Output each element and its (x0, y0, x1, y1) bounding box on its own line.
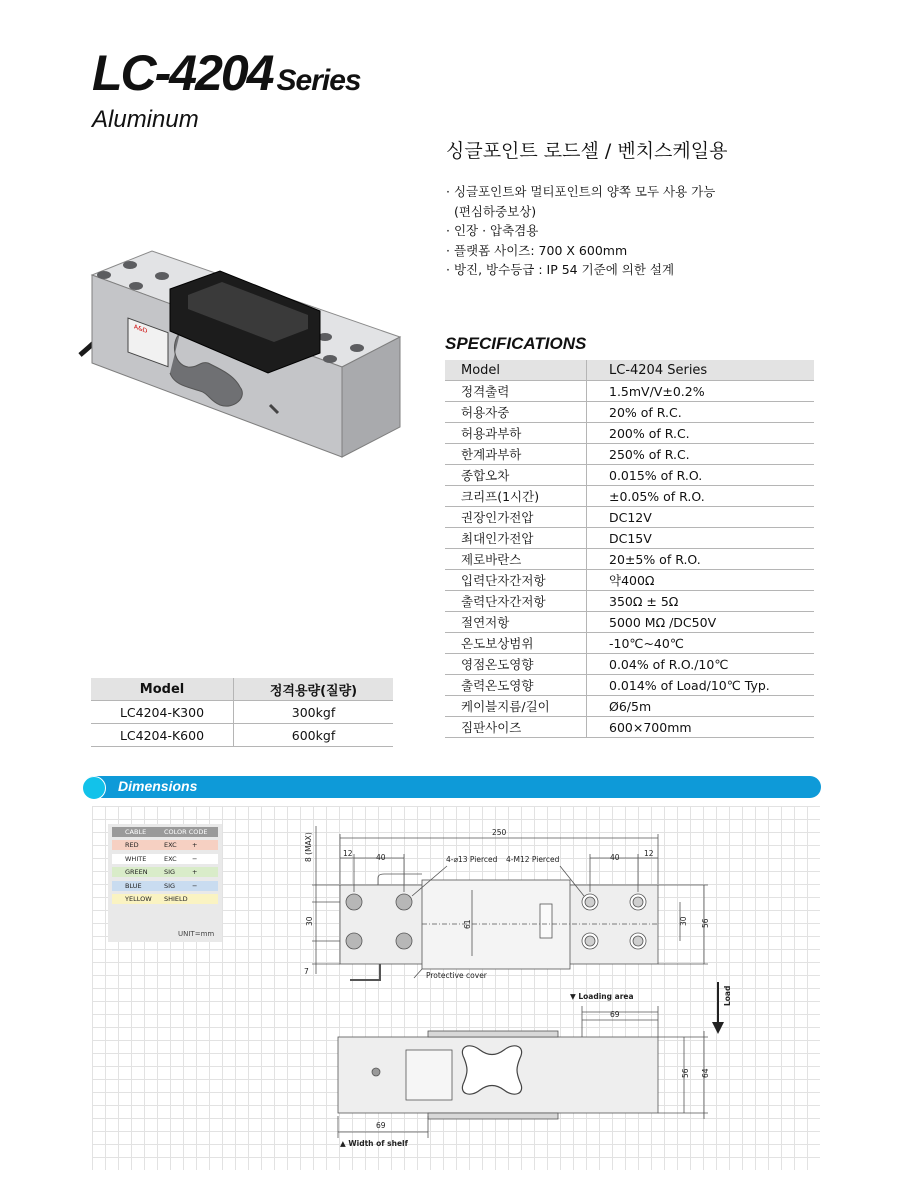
spec-value: 250% of R.C. (587, 444, 815, 465)
spec-row (445, 633, 814, 654)
mount-hole-icon (346, 894, 362, 910)
spec-value: ±0.05% of R.O. (587, 486, 815, 507)
cable-signal: EXC (164, 841, 177, 849)
dim-30-right: 30 (679, 916, 688, 926)
spec-header-key: Model (445, 360, 587, 381)
spec-value: 0.014% of Load/10℃ Typ. (587, 675, 815, 696)
spec-key: 온도보상범위 (445, 633, 587, 654)
spec-row (445, 381, 814, 402)
cable-sign: + (192, 868, 198, 876)
protective-cover-label: Protective cover (426, 971, 487, 980)
spec-row (445, 444, 814, 465)
spec-header-value: LC-4204 Series (587, 360, 815, 381)
dim-69-top: 69 (610, 1010, 620, 1019)
product-headline: 싱글포인트 로드셀 / 벤치스케일용 (446, 140, 728, 162)
dim-40-right: 40 (610, 853, 620, 862)
dim-12-left: 12 (343, 849, 353, 858)
model-capacity-table (91, 678, 393, 747)
spec-key: 출력단자간저항 (445, 591, 587, 612)
spec-key: 출력온도영향 (445, 675, 587, 696)
product-photo (70, 245, 410, 460)
spec-row (445, 696, 814, 717)
spec-row (445, 486, 814, 507)
spec-row (445, 549, 814, 570)
spec-key: 권장인가전압 (445, 507, 587, 528)
model-header: Model (91, 678, 234, 701)
spec-row (445, 675, 814, 696)
spec-key: 최대인가전압 (445, 528, 587, 549)
feature-list (446, 182, 715, 280)
cable-header-label: CABLE (125, 828, 147, 836)
spec-value: 350Ω ± 5Ω (587, 591, 815, 612)
spec-key: 허용자중 (445, 402, 587, 423)
feature-item: · 방진, 방수등급 : IP 54 기준에 의한 설계 (446, 262, 675, 277)
spec-value: 0.04% of R.O./10℃ (587, 654, 815, 675)
dim-max-height: 8 (MAX) (304, 832, 313, 862)
spec-value: DC15V (587, 528, 815, 549)
model-cell: LC4204-K300 (91, 701, 234, 724)
dim-total-length: 250 (492, 828, 507, 837)
spec-value: 0.015% of R.O. (587, 465, 815, 486)
spec-key: 종합오차 (445, 465, 587, 486)
model-name: LC-4204 (92, 45, 273, 101)
spec-row (445, 402, 814, 423)
capacity-header: 정격용량(질량) (234, 678, 394, 701)
spec-value: 20% of R.C. (587, 402, 815, 423)
spec-key: 정격출력 (445, 381, 587, 402)
cable-signal: SIG (164, 882, 176, 890)
product-title (92, 46, 361, 108)
model-row (91, 701, 393, 724)
spec-value: 200% of R.C. (587, 423, 815, 444)
load-label: Load (723, 985, 732, 1006)
dim-64: 64 (701, 1068, 710, 1078)
specifications-table (445, 360, 814, 738)
dimensions-title: Dimensions (118, 778, 198, 794)
cable-signal: SIG (164, 868, 176, 876)
spec-value: DC12V (587, 507, 815, 528)
cable-color: BLUE (125, 882, 142, 890)
spec-row (445, 717, 814, 738)
spec-key: 허용과부하 (445, 423, 587, 444)
dim-61: 61 (463, 919, 472, 929)
spec-value: 1.5mV/V±0.2% (587, 381, 815, 402)
model-cell: LC4204-K600 (91, 724, 234, 747)
dim-30-left: 30 (305, 916, 314, 926)
label-brand-text: A&D (134, 323, 148, 336)
hole-note-13: 4-⌀13 Pierced (446, 855, 498, 864)
cable-color: YELLOW (125, 895, 152, 903)
spec-key: 제로바란스 (445, 549, 587, 570)
cable-color: WHITE (125, 855, 147, 863)
spec-key: 크리프(1시간) (445, 486, 587, 507)
dimension-drawing (92, 806, 820, 1170)
cable-sign: − (192, 855, 198, 863)
spec-key: 입력단자간저항 (445, 570, 587, 591)
hole-note-m12: 4-M12 Pierced (506, 855, 560, 864)
spec-key: 영점온도영향 (445, 654, 587, 675)
color-code-header-label: COLOR CODE (164, 828, 208, 836)
dim-12-right: 12 (644, 849, 654, 858)
dim-56-top: 56 (701, 918, 710, 928)
dim-56-bottom: 56 (681, 1068, 690, 1078)
spec-row (445, 654, 814, 675)
specifications-title: SPECIFICATIONS (445, 334, 587, 353)
cable-sign: + (192, 841, 198, 849)
dim-40-left: 40 (376, 853, 386, 862)
spec-key: 한계과부하 (445, 444, 587, 465)
spec-row (445, 612, 814, 633)
cable-sign: − (192, 882, 198, 890)
spec-row (445, 570, 814, 591)
mount-hole-icon (396, 933, 412, 949)
spec-value: 5000 MΩ /DC50V (587, 612, 815, 633)
series-label: Series (276, 64, 361, 97)
screw-icon (372, 1068, 380, 1076)
spec-key: 케이블지름/길이 (445, 696, 587, 717)
cable-color: GREEN (125, 868, 148, 876)
cable-signal: SHIELD (164, 895, 188, 903)
spec-row (445, 591, 814, 612)
spec-row (445, 465, 814, 486)
model-header-row (91, 678, 393, 701)
loading-area-label: ▼ Loading area (570, 992, 634, 1001)
width-of-shelf-label: ▲ Width of shelf (340, 1139, 408, 1148)
feature-item: · 플랫폼 사이즈: 700 X 600mm (446, 242, 628, 258)
spec-value: Ø6/5m (587, 696, 815, 717)
spec-value: 약400Ω (587, 570, 815, 591)
feature-item: (편심하중보상) (446, 203, 537, 219)
spec-value: 20±5% of R.O. (587, 549, 815, 570)
spec-key: 절연저항 (445, 612, 587, 633)
spec-row (445, 507, 814, 528)
load-arrowhead-icon (712, 1022, 724, 1034)
mount-hole-icon (396, 894, 412, 910)
spec-key: 짐판사이즈 (445, 717, 587, 738)
capacity-cell: 600kgf (234, 724, 394, 747)
spec-row (445, 423, 814, 444)
spec-value: 600×700mm (587, 717, 815, 738)
cable-color: RED (125, 841, 139, 849)
spec-value: -10℃~40℃ (587, 633, 815, 654)
material-label: Aluminum (92, 106, 199, 133)
mount-hole-icon (346, 933, 362, 949)
dim-69-bottom: 69 (376, 1121, 386, 1130)
spec-row (445, 528, 814, 549)
feature-item: · 싱글포인트와 멀티포인트의 양쪽 모두 사용 가능 (446, 184, 716, 199)
capacity-cell: 300kgf (234, 701, 394, 724)
feature-item: · 인장 · 압축겸용 (446, 223, 539, 238)
spec-header-row (445, 360, 814, 381)
unit-note: UNIT=mm (178, 930, 215, 938)
section-bullet-icon (82, 776, 106, 800)
dim-7: 7 (304, 967, 309, 976)
model-row (91, 724, 393, 747)
cable-signal: EXC (164, 855, 177, 863)
